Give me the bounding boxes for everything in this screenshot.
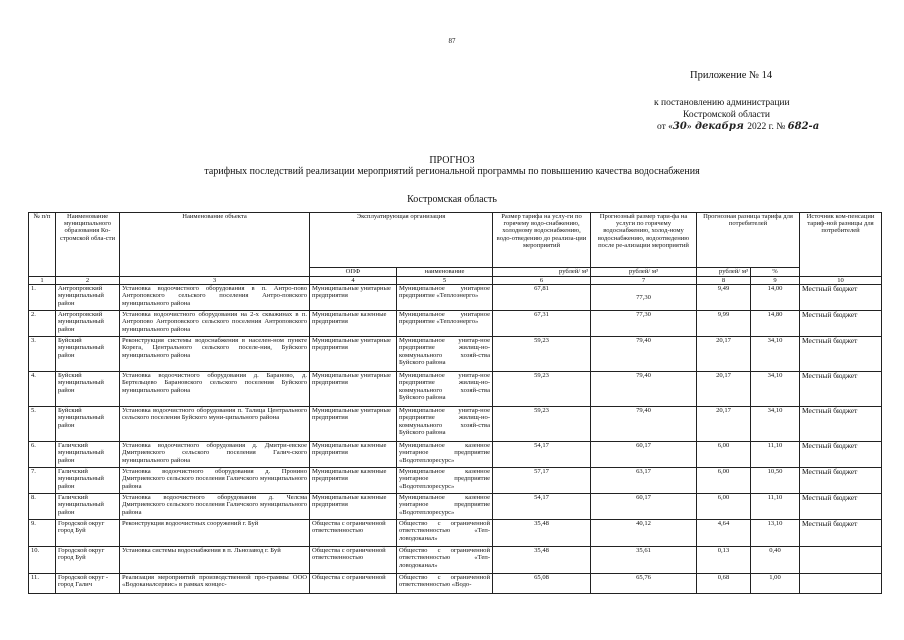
source-cell: [800, 574, 882, 594]
header-operator: Эксплуатирующая организация: [310, 213, 493, 268]
organization-cell: Муниципальное унитар-ное предприятие жилищ-но-коммунального хозяй-ства Буйского района: [397, 337, 493, 372]
appendix-label: Приложение № 14: [690, 70, 773, 81]
opf-cell: Муниципальные казенные предприятия: [310, 468, 397, 494]
municipality-cell: Буйский муниципальный район: [56, 337, 120, 372]
header-municipality: Наименование муниципального образования Ко-стромской обла-сти: [56, 213, 120, 277]
percent-cell: 11,10: [751, 442, 800, 468]
opf-cell: Муниципальные казенные предприятия: [310, 311, 397, 337]
tariff-after-cell: 35,61: [591, 547, 697, 574]
source-cell: Местный бюджет: [800, 520, 882, 547]
table-row: [29, 520, 882, 547]
difference-cell: 20,17: [697, 372, 751, 407]
municipality-cell: Буйский муниципальный район: [56, 372, 120, 407]
municipality-cell: Городской округ город Буй: [56, 547, 120, 574]
table-row: [29, 285, 882, 311]
tariff-before-cell: 54,17: [493, 442, 591, 468]
row-number: 11.: [29, 574, 56, 594]
municipality-cell: Галичский муниципальный район: [56, 468, 120, 494]
tariff-after-cell: 79,40: [591, 372, 697, 407]
tariff-before-cell: 57,17: [493, 468, 591, 494]
municipality-cell: Буйский муниципальный район: [56, 407, 120, 442]
source-cell: [800, 547, 882, 574]
row-number: 9.: [29, 520, 56, 547]
column-index: 2: [56, 277, 120, 285]
column-index: 5: [397, 277, 493, 285]
resolution-line-3: [657, 121, 819, 132]
organization-cell: Общество с ограниченной ответственностью «Теп-ловодоканал»: [397, 547, 493, 574]
source-cell: Местный бюджет: [800, 311, 882, 337]
header-percent: %: [751, 268, 800, 277]
table-row: [29, 337, 882, 372]
object-cell: Установка водоочистного оборудования п. Талица Центрального сельского поселения Буйского муни-ципального района: [120, 407, 310, 442]
row-number: 5.: [29, 407, 56, 442]
header-number: № п/п: [29, 213, 56, 277]
header-tariff-difference: Прогнозная разница тарифа для потребителей: [697, 213, 800, 268]
opf-cell: Общества с ограниченной ответственностью: [310, 547, 397, 574]
row-number: 3.: [29, 337, 56, 372]
handwritten-number: 682-а: [787, 121, 820, 132]
object-cell: Установка водоочистного оборудования д. Бараново, д. Бертельцево Барановского сельского поселения Буйского муниципального района: [120, 372, 310, 407]
percent-cell: 10,50: [751, 468, 800, 494]
tariff-before-cell: 35,48: [493, 547, 591, 574]
table-row: [29, 574, 882, 594]
object-cell: Установка водоочистного оборудования д. Дмитри-евское Дмитриевского сельского поселения Галич-ского муниципального района: [120, 442, 310, 468]
table-row: [29, 372, 882, 407]
column-index: 1: [29, 277, 56, 285]
opf-cell: Муниципальные унитарные предприятия: [310, 285, 397, 311]
tariff-after-cell: 79,40: [591, 337, 697, 372]
tariff-after-cell: 77,30: [591, 311, 697, 337]
table-row: [29, 407, 882, 442]
tariff-before-cell: 65,08: [493, 574, 591, 594]
organization-cell: Муниципальное унитар-ное предприятие жилищ-но-коммунального хозяй-ства Буйского района: [397, 407, 493, 442]
difference-cell: 20,17: [697, 407, 751, 442]
difference-cell: 9,49: [697, 285, 751, 311]
date-year: 2022 г. №: [747, 122, 788, 132]
row-number: 2.: [29, 311, 56, 337]
tariff-after-cell: 60,17: [591, 442, 697, 468]
date-prefix: от «: [657, 122, 673, 132]
row-number: 4.: [29, 372, 56, 407]
difference-cell: 0,68: [697, 574, 751, 594]
table-row: [29, 442, 882, 468]
tariff-before-cell: 59,23: [493, 372, 591, 407]
difference-cell: 4,64: [697, 520, 751, 547]
column-index: 7: [591, 277, 697, 285]
column-index: 4: [310, 277, 397, 285]
header-compensation-source: Источник ком-пенсации тариф-ной разницы для потребителей: [800, 213, 882, 277]
tariff-after-cell: 40,12: [591, 520, 697, 547]
document-subtitle: тарифных последствий реализации мероприятий региональной программы по повышению качества водоснабжения: [204, 166, 700, 177]
municipality-cell: Антропровский муниципальный район: [56, 285, 120, 311]
resolution-line-1: к постановлению администрации: [654, 98, 790, 108]
tariff-before-cell: 67,31: [493, 311, 591, 337]
region-label: Костромская область: [407, 194, 497, 205]
source-cell: Местный бюджет: [800, 442, 882, 468]
organization-cell: Муниципальное унитарное предприятие «Теплоэнерго»: [397, 311, 493, 337]
difference-cell: 20,17: [697, 337, 751, 372]
column-index: 9: [751, 277, 800, 285]
municipality-cell: Галичский муниципальный район: [56, 442, 120, 468]
table-row: [29, 547, 882, 574]
tariff-before-cell: 54,17: [493, 494, 591, 520]
percent-cell: 34,10: [751, 337, 800, 372]
object-cell: Установка водоочистного оборудования на 2-х скважинах в п. Антропово Антроповского сельского поселения Антроповского муниципального района: [120, 311, 310, 337]
organization-cell: Общество с ограниченной ответственностью «Водо-: [397, 574, 493, 594]
percent-cell: 13,10: [751, 520, 800, 547]
percent-cell: 0,40: [751, 547, 800, 574]
municipality-cell: Галичский муниципальный район: [56, 494, 120, 520]
table-row: [29, 468, 882, 494]
tariff-after-cell: 77,30: [591, 285, 697, 311]
opf-cell: Муниципальные унитарные предприятия: [310, 372, 397, 407]
difference-cell: 6,00: [697, 442, 751, 468]
header-unit-diff: рублей/ м³: [697, 268, 751, 277]
column-index: 6: [493, 277, 591, 285]
date-quote: »: [686, 122, 692, 132]
row-number: 6.: [29, 442, 56, 468]
percent-cell: 34,10: [751, 372, 800, 407]
tariff-before-cell: 59,23: [493, 337, 591, 372]
column-index: 10: [800, 277, 882, 285]
municipality-cell: Антропровский муниципальный район: [56, 311, 120, 337]
handwritten-month: декабря: [691, 121, 748, 132]
organization-cell: Муниципальное казенное унитарное предприятие «Водотеплоресурс»: [397, 468, 493, 494]
object-cell: Установка водоочистного оборудования д. Пронино Дмитриевского сельского поселения Галичского муниципального района: [120, 468, 310, 494]
source-cell: Местный бюджет: [800, 407, 882, 442]
header-tariff-before: Размер тарифа на услу-ги по горячему водо-снабжению, холодному водоснабжению, водо-отведению до реализа-ции мероприятий: [493, 213, 591, 268]
tariff-after-cell: 63,17: [591, 468, 697, 494]
organization-cell: Муниципальное унитар-ное предприятие жилищ-но-коммунального хозяй-ства Буйского района: [397, 372, 493, 407]
organization-cell: Общество с ограниченной ответственностью «Теп-ловодоканал»: [397, 520, 493, 547]
row-number: 10.: [29, 547, 56, 574]
opf-cell: Муниципальные унитарные предприятия: [310, 407, 397, 442]
source-cell: Местный бюджет: [800, 337, 882, 372]
object-cell: Реконструкция системы водоснабжения в населен-ном пункте Корега, Центрального сельского поселе-ния, Буйского муниципального района: [120, 337, 310, 372]
opf-cell: Муниципальные казенные предприятия: [310, 442, 397, 468]
source-cell: Местный бюджет: [800, 372, 882, 407]
table-row: [29, 494, 882, 520]
header-object: Наименование объекта: [120, 213, 310, 277]
object-cell: Установка водоочистного оборудования в п. Антро-пово Антроповского сельского поселения Антро-повского муниципального района: [120, 285, 310, 311]
difference-cell: 9,99: [697, 311, 751, 337]
header-tariff-after: Прогнозный размер тари-фа на услуги по горячему водоснабжению, холод-ному водоснабжению, водоотведению после ре-ализации мероприятий: [591, 213, 697, 268]
percent-cell: 14,00: [751, 285, 800, 311]
organization-cell: Муниципальное унитарное предприятие «Теплоэнерго»: [397, 285, 493, 311]
tariff-after-cell: 60,17: [591, 494, 697, 520]
percent-cell: 11,10: [751, 494, 800, 520]
opf-cell: Общества с ограниченной ответственностью: [310, 520, 397, 547]
organization-cell: Муниципальное казенное унитарное предприятие «Водотеплоресурс»: [397, 494, 493, 520]
tariff-after-cell: 79,40: [591, 407, 697, 442]
opf-cell: Общества с ограниченной: [310, 574, 397, 594]
column-index: 8: [697, 277, 751, 285]
page-number: 87: [448, 37, 456, 45]
difference-cell: 6,00: [697, 468, 751, 494]
column-index: 3: [120, 277, 310, 285]
tariff-before-cell: 59,23: [493, 407, 591, 442]
source-cell: Местный бюджет: [800, 494, 882, 520]
source-cell: Местный бюджет: [800, 285, 882, 311]
row-number: 7.: [29, 468, 56, 494]
opf-cell: Муниципальные казенные предприятия: [310, 494, 397, 520]
tariff-before-cell: 35,48: [493, 520, 591, 547]
document-title: ПРОГНОЗ: [429, 155, 475, 166]
municipality-cell: Городской округ - город Галич: [56, 574, 120, 594]
percent-cell: 14,80: [751, 311, 800, 337]
row-number: 1.: [29, 285, 56, 311]
header-unit-before: рублей/ м³: [493, 268, 591, 277]
row-number: 8.: [29, 494, 56, 520]
tariff-after-cell: 65,76: [591, 574, 697, 594]
municipality-cell: Городской округ город Буй: [56, 520, 120, 547]
percent-cell: 34,10: [751, 407, 800, 442]
resolution-line-2: Костромской области: [683, 110, 770, 120]
forecast-table: [28, 212, 882, 594]
percent-cell: 1,00: [751, 574, 800, 594]
tariff-before-cell: 67,81: [493, 285, 591, 311]
object-cell: Реконструкция водоочистных сооружений г. Буй: [120, 520, 310, 547]
difference-cell: 0,13: [697, 547, 751, 574]
table-row: [29, 311, 882, 337]
opf-cell: Муниципальные унитарные предприятия: [310, 337, 397, 372]
difference-cell: 6,00: [697, 494, 751, 520]
source-cell: Местный бюджет: [800, 468, 882, 494]
organization-cell: Муниципальное казенное унитарное предприятие «Водотеплоресурс»: [397, 442, 493, 468]
handwritten-day: 30: [672, 121, 687, 132]
header-org-name: наименование: [397, 268, 493, 277]
header-opf: ОПФ: [310, 268, 397, 277]
header-unit-after: рублей/ м³: [591, 268, 697, 277]
object-cell: Установка водоочистного оборудования д. Челсма Дмитриевского сельского поселения Галичского муниципального района: [120, 494, 310, 520]
object-cell: Реализация мероприятий производственной про-граммы ООО «Водоканалсервис» в рамках концес-: [120, 574, 310, 594]
object-cell: Установка системы водоснабжения в п. Льнозавод г. Буй: [120, 547, 310, 574]
